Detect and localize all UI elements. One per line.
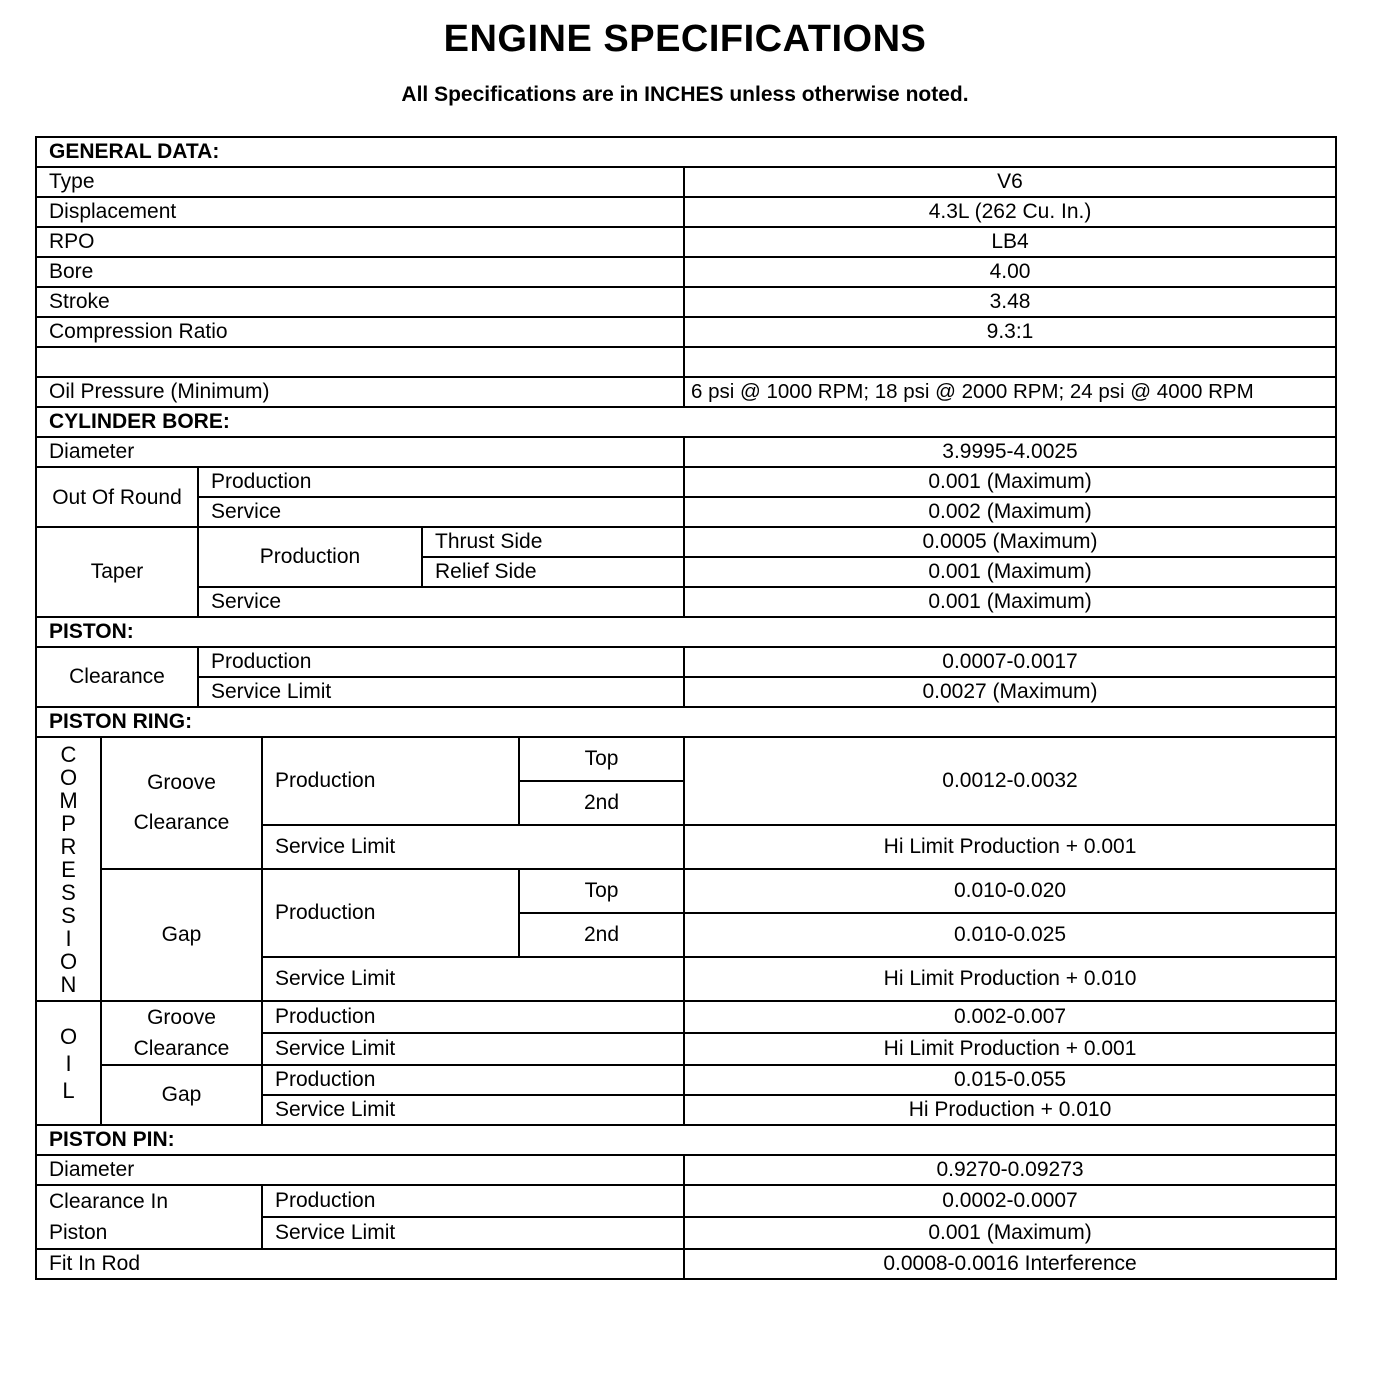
row-value: Hi Limit Production + 0.001 xyxy=(684,1033,1336,1065)
row-value: 0.0027 (Maximum) xyxy=(684,677,1336,707)
row-value: 6 psi @ 1000 RPM; 18 psi @ 2000 RPM; 24 psi @ 4000 RPM xyxy=(684,377,1336,407)
table-row xyxy=(36,167,1336,197)
table-row xyxy=(36,1001,1336,1033)
table-row xyxy=(36,587,1336,617)
table-row xyxy=(36,737,1336,781)
out-of-round-label: Out Of Round xyxy=(36,467,198,527)
section-title: GENERAL DATA: xyxy=(36,137,1336,167)
table-row xyxy=(36,1065,1336,1095)
row-value: 0.0012-0.0032 xyxy=(684,737,1336,825)
table-row xyxy=(36,869,1336,913)
row-value: Hi Limit Production + 0.001 xyxy=(684,825,1336,869)
row-label: Compression Ratio xyxy=(36,317,684,347)
table-row-empty xyxy=(36,347,1336,377)
row-value: 0.001 (Maximum) xyxy=(684,587,1336,617)
table-row xyxy=(36,527,1336,557)
top-label: Top xyxy=(519,737,684,781)
row-value: 0.002-0.007 xyxy=(684,1001,1336,1033)
row-label: Service Limit xyxy=(262,825,684,869)
row-value: 0.0008-0.0016 Interference xyxy=(684,1249,1336,1279)
table-row xyxy=(36,1185,1336,1217)
section-title: PISTON: xyxy=(36,617,1336,647)
row-label: RPO xyxy=(36,227,684,257)
row-label: Service Limit xyxy=(262,1095,684,1125)
vertical-letter: O xyxy=(59,764,78,790)
row-label: Fit In Rod xyxy=(36,1249,684,1279)
vertical-letter: N xyxy=(60,971,77,997)
section-header-piston-ring xyxy=(36,707,1336,737)
row-label: Service xyxy=(198,587,684,617)
clearance-label: Clearance xyxy=(36,647,198,707)
row-value: Hi Limit Production + 0.010 xyxy=(684,957,1336,1001)
vertical-letter: R xyxy=(60,833,77,859)
row-label: Stroke xyxy=(36,287,684,317)
spec-table xyxy=(35,136,1337,1280)
row-value: 0.0005 (Maximum) xyxy=(684,527,1336,557)
row-value: Hi Production + 0.010 xyxy=(684,1095,1336,1125)
row-value: 0.0007-0.0017 xyxy=(684,647,1336,677)
row-label: Production xyxy=(198,467,684,497)
vertical-letter: L xyxy=(62,1077,75,1103)
taper-production-label: Production xyxy=(198,527,422,587)
row-label: Service Limit xyxy=(262,1033,684,1065)
section-title: PISTON PIN: xyxy=(36,1125,1336,1155)
taper-label: Taper xyxy=(36,527,198,617)
row-value: 0.001 (Maximum) xyxy=(684,557,1336,587)
second-label: 2nd xyxy=(519,913,684,957)
row-label: Production xyxy=(198,647,684,677)
row-label: Production xyxy=(262,737,519,825)
row-label: Displacement xyxy=(36,197,684,227)
table-row xyxy=(36,647,1336,677)
row-label: Diameter xyxy=(36,437,684,467)
table-row xyxy=(36,377,1336,407)
vertical-letter: O xyxy=(59,948,78,974)
row-value: 0.0002-0.0007 xyxy=(684,1185,1336,1217)
row-value: 3.48 xyxy=(684,287,1336,317)
row-value: 9.3:1 xyxy=(684,317,1336,347)
page-title: ENGINE SPECIFICATIONS xyxy=(443,18,927,60)
row-value: 0.015-0.055 xyxy=(684,1065,1336,1095)
vertical-letter: O xyxy=(59,1023,78,1049)
row-label: Production xyxy=(262,1065,684,1095)
gap-label: Gap xyxy=(101,869,262,1001)
table-row xyxy=(36,287,1336,317)
row-label: Bore xyxy=(36,257,684,287)
row-label: Oil Pressure (Minimum) xyxy=(36,377,684,407)
table-row xyxy=(36,227,1336,257)
vertical-letter: P xyxy=(61,810,76,836)
row-label: Production xyxy=(262,1185,684,1217)
row-label: Relief Side xyxy=(422,557,684,587)
row-label xyxy=(36,347,684,377)
vertical-letter: S xyxy=(61,879,76,905)
table-row xyxy=(36,497,1336,527)
vertical-letter: E xyxy=(61,856,76,882)
table-row xyxy=(36,257,1336,287)
row-label: Type xyxy=(36,167,684,197)
vertical-letter: C xyxy=(60,741,77,767)
table-row xyxy=(36,197,1336,227)
groove-clearance-label: Groove Clearance xyxy=(101,737,262,869)
vertical-letter: I xyxy=(65,925,72,951)
row-value: 3.9995-4.0025 xyxy=(684,437,1336,467)
row-label: Production xyxy=(262,869,519,957)
row-value: 0.010-0.020 xyxy=(684,869,1336,913)
section-header-piston xyxy=(36,617,1336,647)
row-value: 0.9270-0.09273 xyxy=(684,1155,1336,1185)
section-header-cylinder-bore xyxy=(36,407,1336,437)
table-row xyxy=(36,467,1336,497)
table-row xyxy=(36,1155,1336,1185)
row-label: Service Limit xyxy=(198,677,684,707)
top-label: Top xyxy=(519,869,684,913)
row-value: 0.001 (Maximum) xyxy=(684,1217,1336,1249)
second-label: 2nd xyxy=(519,781,684,825)
row-label: Service xyxy=(198,497,684,527)
row-value: V6 xyxy=(684,167,1336,197)
row-value: 4.00 xyxy=(684,257,1336,287)
row-value: 0.010-0.025 xyxy=(684,913,1336,957)
vertical-letter: S xyxy=(61,902,76,928)
row-label: Diameter xyxy=(36,1155,684,1185)
row-label: Service Limit xyxy=(262,957,684,1001)
clearance-in-piston-label: Clearance In Piston xyxy=(36,1185,262,1249)
page-subtitle: All Specifications are in INCHES unless otherwise noted. xyxy=(401,83,969,106)
section-header-piston-pin xyxy=(36,1125,1336,1155)
table-row xyxy=(36,317,1336,347)
table-row xyxy=(36,437,1336,467)
row-value: 0.002 (Maximum) xyxy=(684,497,1336,527)
row-label: Production xyxy=(262,1001,684,1033)
row-label: Service Limit xyxy=(262,1217,684,1249)
gap-label: Gap xyxy=(101,1065,262,1125)
row-value xyxy=(684,347,1336,377)
section-header-general xyxy=(36,137,1336,167)
vertical-letter: I xyxy=(65,1050,72,1076)
table-row xyxy=(36,677,1336,707)
section-title: PISTON RING: xyxy=(36,707,1336,737)
vertical-letter: M xyxy=(59,787,78,813)
row-value: 0.001 (Maximum) xyxy=(684,467,1336,497)
table-row xyxy=(36,1249,1336,1279)
row-value: LB4 xyxy=(684,227,1336,257)
groove-clearance-label: Groove Clearance xyxy=(101,1001,262,1065)
row-value: 4.3L (262 Cu. In.) xyxy=(684,197,1336,227)
section-title: CYLINDER BORE: xyxy=(36,407,1336,437)
oil-vertical-label xyxy=(36,1001,101,1125)
compression-vertical-label xyxy=(36,737,101,1001)
row-label: Thrust Side xyxy=(422,527,684,557)
